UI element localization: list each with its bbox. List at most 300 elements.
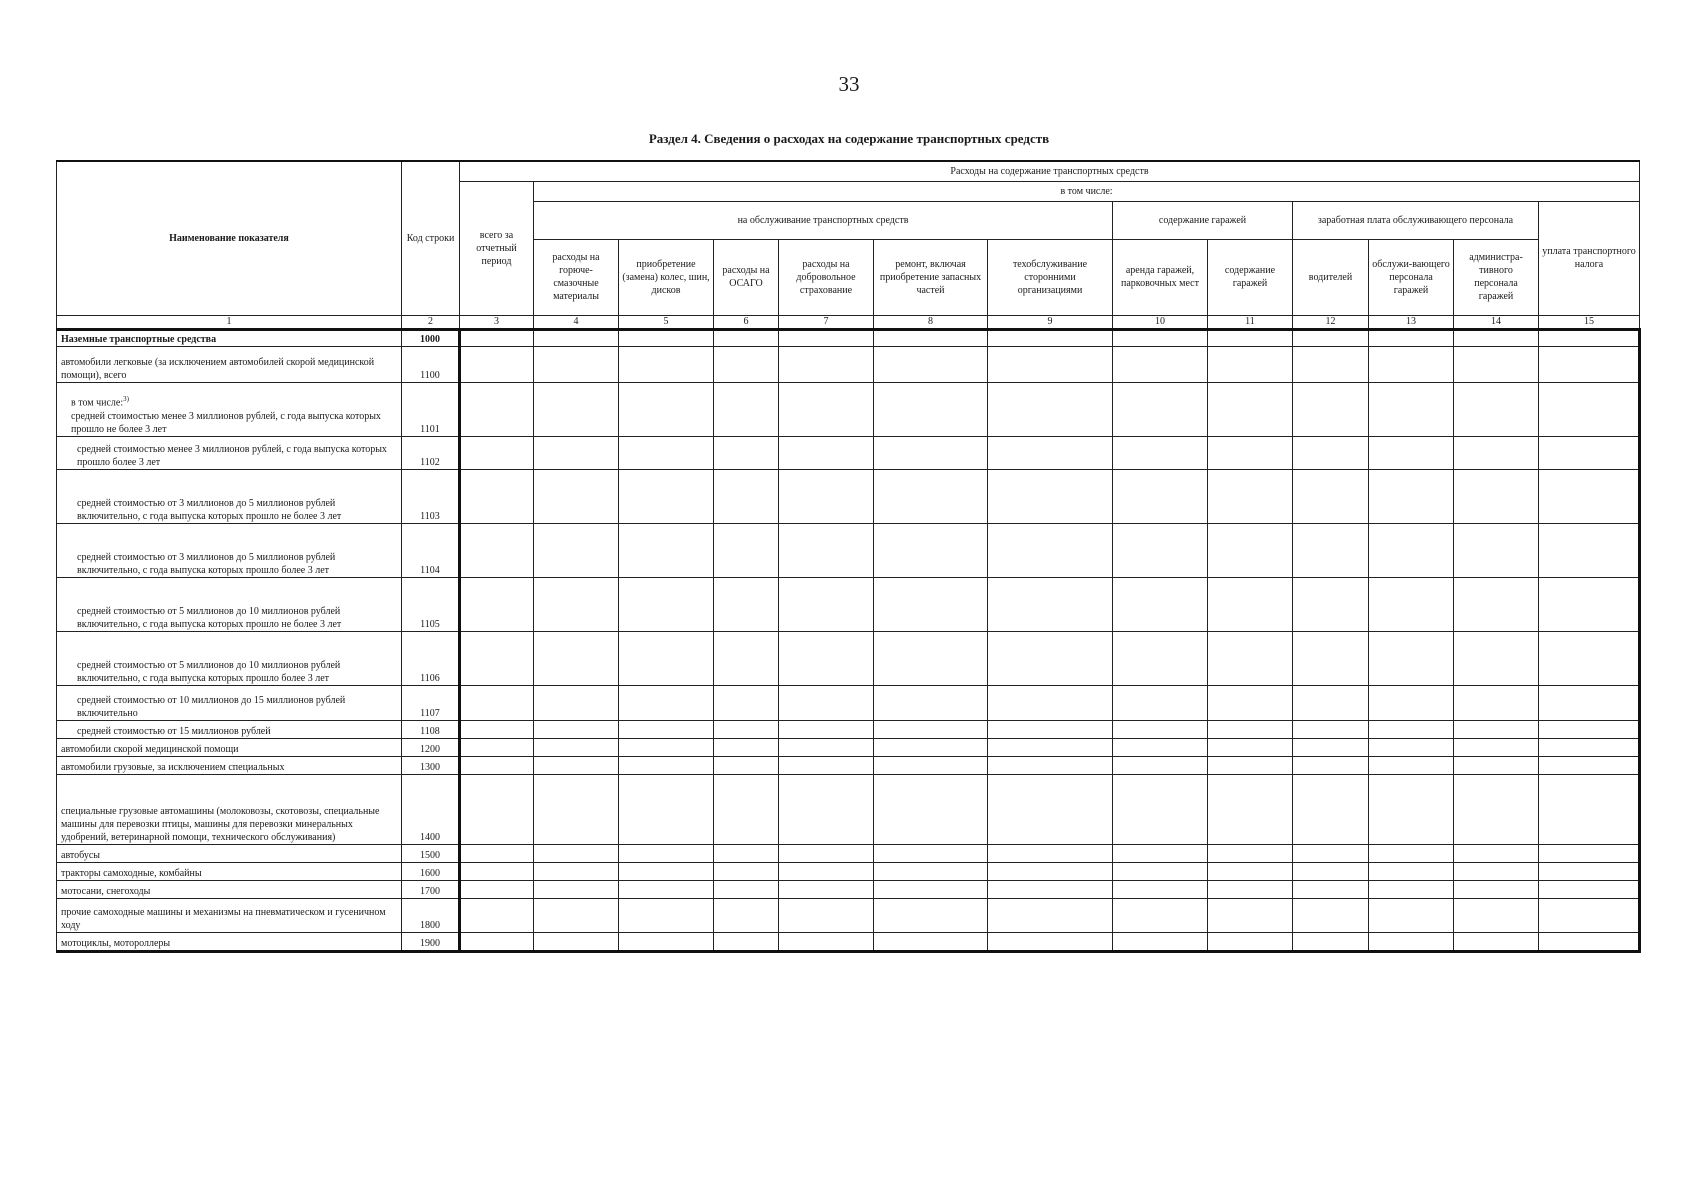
data-cell[interactable]	[619, 382, 714, 436]
data-cell[interactable]	[460, 880, 534, 898]
data-cell[interactable]	[1208, 844, 1293, 862]
data-cell[interactable]	[460, 346, 534, 382]
data-cell[interactable]	[534, 631, 619, 685]
data-cell[interactable]	[1539, 932, 1640, 951]
data-cell[interactable]	[1208, 346, 1293, 382]
data-cell[interactable]	[1369, 436, 1454, 469]
data-cell[interactable]	[1369, 469, 1454, 523]
data-cell[interactable]	[714, 469, 779, 523]
row-label: Наземные транспортные средства	[57, 329, 402, 346]
table-row	[57, 756, 1640, 774]
row-label: средней стоимостью от 3 миллионов до 5 миллионов рублей включительно, с года выпуска которых прошло не более 3 лет	[57, 469, 402, 523]
data-cell[interactable]	[1454, 577, 1539, 631]
data-cell[interactable]	[1113, 844, 1208, 862]
data-cell[interactable]	[1369, 862, 1454, 880]
data-cell[interactable]	[779, 774, 874, 844]
data-cell[interactable]	[619, 329, 714, 346]
data-cell[interactable]	[714, 685, 779, 720]
data-cell[interactable]	[1369, 577, 1454, 631]
column-number: 11	[1208, 315, 1293, 329]
data-cell[interactable]	[1293, 844, 1369, 862]
data-cell[interactable]	[714, 738, 779, 756]
data-cell[interactable]	[988, 774, 1113, 844]
table-row	[57, 631, 1640, 685]
data-cell[interactable]	[988, 898, 1113, 932]
row-code: 1200	[402, 738, 460, 756]
data-cell[interactable]	[874, 756, 988, 774]
data-cell[interactable]	[714, 346, 779, 382]
table-row	[57, 738, 1640, 756]
header-code: Код строки	[402, 161, 460, 315]
data-cell[interactable]	[874, 523, 988, 577]
data-cell[interactable]	[988, 862, 1113, 880]
data-cell[interactable]	[1454, 720, 1539, 738]
data-cell[interactable]	[534, 382, 619, 436]
column-number: 7	[779, 315, 874, 329]
data-cell[interactable]	[460, 685, 534, 720]
data-cell[interactable]	[1208, 523, 1293, 577]
data-cell[interactable]	[1113, 346, 1208, 382]
data-cell[interactable]	[534, 346, 619, 382]
data-cell[interactable]	[988, 720, 1113, 738]
row-code: 1101	[402, 382, 460, 436]
data-cell[interactable]	[534, 329, 619, 346]
data-cell[interactable]	[1208, 685, 1293, 720]
data-cell[interactable]	[619, 756, 714, 774]
data-cell[interactable]	[534, 577, 619, 631]
data-cell[interactable]	[1454, 685, 1539, 720]
data-cell[interactable]	[1293, 720, 1369, 738]
data-cell[interactable]	[460, 898, 534, 932]
data-cell[interactable]	[714, 720, 779, 738]
data-cell[interactable]	[1113, 880, 1208, 898]
data-cell[interactable]	[619, 898, 714, 932]
data-cell[interactable]	[619, 436, 714, 469]
data-cell[interactable]	[1454, 898, 1539, 932]
row-code: 1106	[402, 631, 460, 685]
row-label: мотоциклы, мотороллеры	[57, 932, 402, 951]
data-cell[interactable]	[1293, 631, 1369, 685]
data-cell[interactable]	[874, 844, 988, 862]
data-cell[interactable]	[1539, 631, 1640, 685]
data-cell[interactable]	[874, 631, 988, 685]
data-cell[interactable]	[1293, 898, 1369, 932]
data-cell[interactable]	[874, 577, 988, 631]
data-cell[interactable]	[1454, 329, 1539, 346]
data-cell[interactable]	[1293, 862, 1369, 880]
data-cell[interactable]	[534, 844, 619, 862]
data-cell[interactable]	[1113, 577, 1208, 631]
data-cell[interactable]	[1454, 346, 1539, 382]
row-label: средней стоимостью от 5 миллионов до 10 миллионов рублей включительно, с года выпуска которых прошло не более 3 лет	[57, 577, 402, 631]
data-cell[interactable]	[714, 631, 779, 685]
data-cell[interactable]	[1113, 523, 1208, 577]
data-cell[interactable]	[988, 756, 1113, 774]
data-cell[interactable]	[1113, 631, 1208, 685]
data-cell[interactable]	[874, 720, 988, 738]
data-cell[interactable]	[1208, 577, 1293, 631]
data-cell[interactable]	[1369, 346, 1454, 382]
table-row	[57, 685, 1640, 720]
data-cell[interactable]	[988, 685, 1113, 720]
data-cell[interactable]	[1454, 382, 1539, 436]
data-cell[interactable]	[1293, 469, 1369, 523]
row-code: 1700	[402, 880, 460, 898]
data-cell[interactable]	[1369, 523, 1454, 577]
header-garage-staff: обслужи-вающего персонала гаражей	[1369, 239, 1454, 315]
data-cell[interactable]	[1208, 436, 1293, 469]
data-cell[interactable]	[1113, 774, 1208, 844]
data-cell[interactable]	[779, 685, 874, 720]
data-cell[interactable]	[1539, 382, 1640, 436]
row-code: 1104	[402, 523, 460, 577]
data-cell[interactable]	[874, 346, 988, 382]
data-cell[interactable]	[1208, 880, 1293, 898]
row-code: 1103	[402, 469, 460, 523]
header-fuel: расходы на горюче-смазочные материалы	[534, 239, 619, 315]
data-cell[interactable]	[1208, 756, 1293, 774]
data-cell[interactable]	[619, 346, 714, 382]
data-cell[interactable]	[460, 436, 534, 469]
data-cell[interactable]	[460, 577, 534, 631]
data-cell[interactable]	[534, 738, 619, 756]
header-including: в том числе:	[534, 181, 1640, 201]
data-cell[interactable]	[1369, 932, 1454, 951]
data-cell[interactable]	[1369, 880, 1454, 898]
data-cell[interactable]	[874, 382, 988, 436]
data-cell[interactable]	[874, 932, 988, 951]
data-cell[interactable]	[714, 523, 779, 577]
data-cell[interactable]	[1539, 685, 1640, 720]
data-cell[interactable]	[1369, 738, 1454, 756]
data-cell[interactable]	[1369, 329, 1454, 346]
data-cell[interactable]	[1293, 382, 1369, 436]
column-number: 13	[1369, 315, 1454, 329]
data-cell[interactable]	[988, 577, 1113, 631]
data-cell[interactable]	[1539, 738, 1640, 756]
data-cell[interactable]	[1113, 898, 1208, 932]
data-cell[interactable]	[534, 756, 619, 774]
header-salary-group: заработная плата обслуживающего персонала	[1293, 201, 1539, 239]
data-cell[interactable]	[779, 523, 874, 577]
data-cell[interactable]	[619, 720, 714, 738]
data-cell[interactable]	[1539, 436, 1640, 469]
data-cell[interactable]	[1539, 774, 1640, 844]
data-cell[interactable]	[1539, 720, 1640, 738]
data-cell[interactable]	[460, 329, 534, 346]
data-cell[interactable]	[1293, 436, 1369, 469]
row-code: 1600	[402, 862, 460, 880]
data-cell[interactable]	[534, 523, 619, 577]
data-cell[interactable]	[619, 738, 714, 756]
data-cell[interactable]	[534, 774, 619, 844]
data-cell[interactable]	[779, 738, 874, 756]
data-cell[interactable]	[1369, 898, 1454, 932]
data-cell[interactable]	[1454, 862, 1539, 880]
data-cell[interactable]	[619, 577, 714, 631]
data-cell[interactable]	[534, 685, 619, 720]
header-drivers: водителей	[1293, 239, 1369, 315]
table-row	[57, 523, 1640, 577]
data-cell[interactable]	[1454, 469, 1539, 523]
data-cell[interactable]	[1539, 469, 1640, 523]
data-cell[interactable]	[1454, 738, 1539, 756]
column-number: 9	[988, 315, 1113, 329]
data-cell[interactable]	[1113, 862, 1208, 880]
header-garage-group: содержание гаражей	[1113, 201, 1293, 239]
data-cell[interactable]	[988, 631, 1113, 685]
table-row	[57, 577, 1640, 631]
data-cell[interactable]	[988, 346, 1113, 382]
row-label: тракторы самоходные, комбайны	[57, 862, 402, 880]
data-cell[interactable]	[1113, 756, 1208, 774]
data-cell[interactable]	[988, 329, 1113, 346]
data-cell[interactable]	[1539, 844, 1640, 862]
column-number: 6	[714, 315, 779, 329]
data-cell[interactable]	[1454, 932, 1539, 951]
data-cell[interactable]	[1539, 329, 1640, 346]
data-cell[interactable]	[1539, 880, 1640, 898]
table-row	[57, 774, 1640, 844]
data-cell[interactable]	[988, 523, 1113, 577]
data-cell[interactable]	[714, 932, 779, 951]
data-cell[interactable]	[460, 774, 534, 844]
data-cell[interactable]	[1454, 756, 1539, 774]
data-cell[interactable]	[1539, 577, 1640, 631]
data-cell[interactable]	[779, 329, 874, 346]
row-label: автобусы	[57, 844, 402, 862]
data-cell[interactable]	[874, 774, 988, 844]
header-service: техобслуживание сторонними организациями	[988, 239, 1113, 315]
data-cell[interactable]	[1113, 738, 1208, 756]
data-cell[interactable]	[779, 346, 874, 382]
data-cell[interactable]	[988, 844, 1113, 862]
data-cell[interactable]	[988, 382, 1113, 436]
data-cell[interactable]	[1539, 523, 1640, 577]
data-cell[interactable]	[460, 631, 534, 685]
data-cell[interactable]	[1369, 631, 1454, 685]
data-cell[interactable]	[1208, 932, 1293, 951]
data-cell[interactable]	[779, 844, 874, 862]
column-number: 4	[534, 315, 619, 329]
data-cell[interactable]	[874, 862, 988, 880]
data-cell[interactable]	[714, 436, 779, 469]
header-indicator: Наименование показателя	[57, 161, 402, 315]
row-label: в том числе:$^{3)}$ средней стоимостью менее 3 миллионов рублей, с года выпуска которых прошло не более 3 лет	[57, 382, 402, 436]
data-cell[interactable]	[460, 738, 534, 756]
header-admin-staff: администра-тивного персонала гаражей	[1454, 239, 1539, 315]
row-code: 1105	[402, 577, 460, 631]
data-cell[interactable]	[619, 469, 714, 523]
data-cell[interactable]	[1454, 880, 1539, 898]
data-cell[interactable]	[460, 720, 534, 738]
data-cell[interactable]	[714, 382, 779, 436]
row-label: автомобили легковые (за исключением автомобилей скорой медицинской помощи), всего	[57, 346, 402, 382]
data-cell[interactable]	[714, 774, 779, 844]
row-code: 1500	[402, 844, 460, 862]
data-cell[interactable]	[534, 436, 619, 469]
data-cell[interactable]	[1454, 631, 1539, 685]
header-osago: расходы на ОСАГО	[714, 239, 779, 315]
data-cell[interactable]	[619, 774, 714, 844]
data-cell[interactable]	[1539, 898, 1640, 932]
data-cell[interactable]	[779, 631, 874, 685]
data-cell[interactable]	[714, 880, 779, 898]
column-number: 14	[1454, 315, 1539, 329]
row-code: 1108	[402, 720, 460, 738]
data-cell[interactable]	[1369, 774, 1454, 844]
data-cell[interactable]	[1369, 844, 1454, 862]
data-cell[interactable]	[1208, 862, 1293, 880]
data-cell[interactable]	[534, 720, 619, 738]
data-cell[interactable]	[779, 436, 874, 469]
column-number: 1	[57, 315, 402, 329]
row-code: 1400	[402, 774, 460, 844]
data-cell[interactable]	[1539, 756, 1640, 774]
column-number: 12	[1293, 315, 1369, 329]
row-label: прочие самоходные машины и механизмы на пневматическом и гусеничном ходу	[57, 898, 402, 932]
data-cell[interactable]	[714, 898, 779, 932]
data-cell[interactable]	[779, 756, 874, 774]
data-cell[interactable]	[619, 862, 714, 880]
data-cell[interactable]	[779, 862, 874, 880]
data-cell[interactable]	[1293, 756, 1369, 774]
data-cell[interactable]	[1369, 720, 1454, 738]
data-cell[interactable]	[534, 880, 619, 898]
data-cell[interactable]	[1293, 346, 1369, 382]
data-cell[interactable]	[1208, 774, 1293, 844]
header-maintenance-group: на обслуживание транспортных средств	[534, 201, 1113, 239]
data-cell[interactable]	[988, 932, 1113, 951]
data-cell[interactable]	[714, 844, 779, 862]
data-cell[interactable]	[1539, 346, 1640, 382]
row-label: средней стоимостью от 15 миллионов рублей	[57, 720, 402, 738]
data-cell[interactable]	[988, 880, 1113, 898]
data-cell[interactable]	[619, 880, 714, 898]
row-code: 1300	[402, 756, 460, 774]
data-cell[interactable]	[619, 844, 714, 862]
row-label: мотосани, снегоходы	[57, 880, 402, 898]
data-cell[interactable]	[1369, 382, 1454, 436]
table-row	[57, 469, 1640, 523]
data-cell[interactable]	[874, 329, 988, 346]
data-cell[interactable]	[1369, 756, 1454, 774]
data-cell[interactable]	[1293, 880, 1369, 898]
data-cell[interactable]	[1113, 685, 1208, 720]
data-cell[interactable]	[779, 577, 874, 631]
data-cell[interactable]	[1539, 862, 1640, 880]
data-cell[interactable]	[1113, 932, 1208, 951]
data-cell[interactable]	[1454, 523, 1539, 577]
data-cell[interactable]	[874, 436, 988, 469]
data-cell[interactable]	[1454, 844, 1539, 862]
data-cell[interactable]	[874, 738, 988, 756]
data-cell[interactable]	[1369, 685, 1454, 720]
data-cell[interactable]	[874, 898, 988, 932]
header-repair: ремонт, включая приобретение запасных частей	[874, 239, 988, 315]
data-cell[interactable]	[779, 720, 874, 738]
data-cell[interactable]	[619, 932, 714, 951]
data-cell[interactable]	[1208, 382, 1293, 436]
data-cell[interactable]	[1208, 329, 1293, 346]
data-cell[interactable]	[619, 631, 714, 685]
column-number: 8	[874, 315, 988, 329]
data-cell[interactable]	[1208, 631, 1293, 685]
data-cell[interactable]	[874, 880, 988, 898]
data-cell[interactable]	[1113, 436, 1208, 469]
section-title: Раздел 4. Сведения о расходах на содержание транспортных средств	[648, 131, 1050, 146]
data-cell[interactable]	[460, 469, 534, 523]
data-cell[interactable]	[1208, 898, 1293, 932]
table-row	[57, 436, 1640, 469]
data-cell[interactable]	[988, 738, 1113, 756]
row-label: средней стоимостью от 5 миллионов до 10 миллионов рублей включительно, с года выпуска которых прошло более 3 лет	[57, 631, 402, 685]
data-cell[interactable]	[874, 685, 988, 720]
table-row	[57, 720, 1640, 738]
data-cell[interactable]	[460, 932, 534, 951]
row-label: специальные грузовые автомашины (молоковозы, скотовозы, специальные машины для перевозки птицы, машины для перевозки минеральных удобрений, ветеринарной помощи, технического обслуживания)	[57, 774, 402, 844]
data-cell[interactable]	[1293, 932, 1369, 951]
data-cell[interactable]	[779, 469, 874, 523]
column-number: 5	[619, 315, 714, 329]
data-cell[interactable]	[1293, 685, 1369, 720]
data-cell[interactable]	[714, 756, 779, 774]
data-cell[interactable]	[460, 382, 534, 436]
data-cell[interactable]	[534, 932, 619, 951]
data-cell[interactable]	[534, 898, 619, 932]
data-cell[interactable]	[460, 523, 534, 577]
data-cell[interactable]	[1113, 382, 1208, 436]
row-label: средней стоимостью от 10 миллионов до 15 миллионов рублей включительно	[57, 685, 402, 720]
data-cell[interactable]	[1113, 329, 1208, 346]
data-cell[interactable]	[1208, 720, 1293, 738]
data-cell[interactable]	[1454, 436, 1539, 469]
data-cell[interactable]	[1208, 469, 1293, 523]
data-cell[interactable]	[779, 880, 874, 898]
data-cell[interactable]	[534, 862, 619, 880]
data-cell[interactable]	[1113, 720, 1208, 738]
data-cell[interactable]	[460, 756, 534, 774]
data-cell[interactable]	[779, 382, 874, 436]
data-cell[interactable]	[1208, 738, 1293, 756]
data-cell[interactable]	[619, 523, 714, 577]
data-cell[interactable]	[1293, 329, 1369, 346]
data-cell[interactable]	[1293, 523, 1369, 577]
data-cell[interactable]	[460, 844, 534, 862]
table-row	[57, 844, 1640, 862]
data-cell[interactable]	[779, 898, 874, 932]
data-cell[interactable]	[714, 577, 779, 631]
data-cell[interactable]	[1454, 774, 1539, 844]
data-cell[interactable]	[1293, 774, 1369, 844]
data-cell[interactable]	[1293, 738, 1369, 756]
data-cell[interactable]	[714, 329, 779, 346]
data-cell[interactable]	[988, 469, 1113, 523]
data-cell[interactable]	[714, 862, 779, 880]
data-cell[interactable]	[460, 862, 534, 880]
data-cell[interactable]	[534, 469, 619, 523]
data-cell[interactable]	[779, 932, 874, 951]
data-cell[interactable]	[619, 685, 714, 720]
data-cell[interactable]	[1113, 469, 1208, 523]
data-cell[interactable]	[874, 469, 988, 523]
table-row	[57, 346, 1640, 382]
data-cell[interactable]	[1293, 577, 1369, 631]
row-code: 1800	[402, 898, 460, 932]
header-wheels: приобретение (замена) колес, шин, дисков	[619, 239, 714, 315]
data-cell[interactable]	[988, 436, 1113, 469]
table-row	[57, 862, 1640, 880]
